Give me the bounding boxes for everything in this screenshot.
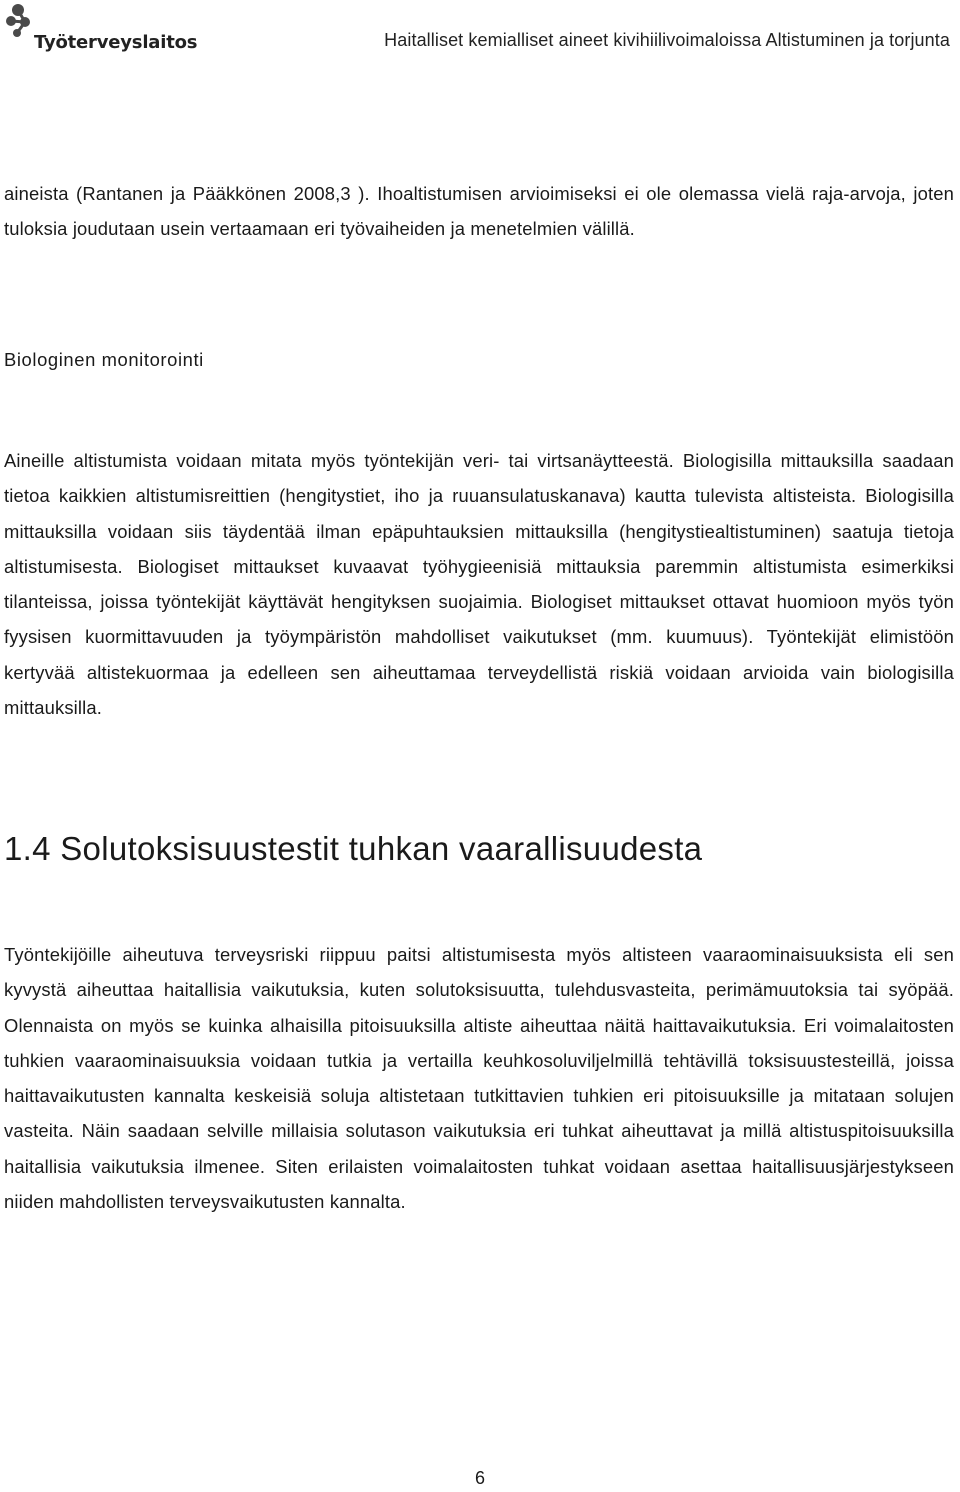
logo — [4, 2, 198, 62]
running-head: Haitalliset kemialliset aineet kivihiilivoimaloissa Altistuminen ja torjunta — [384, 30, 950, 50]
logo-text: Työterveyslaitos — [34, 32, 198, 53]
paragraph-skin-exposure: aineista (Rantanen ja Pääkkönen 2008,3 ). Ihoaltistumisen arvioimiseksi ei ole olemassa vielä raja-arvoja, joten tuloksia joudutaan usein vertaamaan eri työvaiheiden ja menetelmien välillä. — [4, 183, 954, 240]
section-heading: 1.4 Solutoksisuustestit tuhkan vaarallisuudesta — [4, 830, 703, 867]
subheading-biological-monitoring: Biologinen monitorointi — [4, 349, 204, 370]
page-number: 6 — [474, 1468, 485, 1488]
paragraph-biological-monitoring: Aineille altistumista voidaan mitata myös työntekijän veri- tai virtsanäytteestä. Biologisilla mittauksilla saadaan tietoa kaikkien altistumisreittien (hengitystiet, iho ja ruuansulatuskanava) kautta tulevista altisteista. Biologisilla mittauksilla voidaan siis täydentää ilman epäpuhtauksien mittauksilla (hengitystiealtistuminen) saatuja tietoja altistumisesta. Biologiset mittaukset kuvaavat työhygieenisiä mittauksia paremmin altistumista esimerkiksi tilanteissa, joissa työntekijät käyttävät hengityksen suojaimia. Biologiset mittaukset ottavat huomioon myös työn fyysisen kuormittavuuden ja työympäristön mahdolliset vaikutukset (mm. kuumuus). Työntekijät elimistöön kertyvää altistekuormaa ja edelleen sen aiheuttamaa terveydellistä riskiä voidaan arvioida vain biologisilla mittauksilla. — [4, 450, 954, 719]
page-header — [0, 0, 960, 66]
paragraph-toxicity-tests: Työntekijöille aiheutuva terveysriski riippuu paitsi altistumisesta myös altisteen vaaraominaisuuksista eli sen kyvystä aiheuttaa haitallisia vaikutuksia, kuten solutoksisuutta, tulehdusvasteita, perimämuutoksia tai syöpää. Olennaista on myös se kuinka alhaisilla pitoisuuksilla altiste aiheuttaa näitä haittavaikutuksia. Eri voimalaitosten tuhkien vaaraominaisuuksia voidaan tutkia ja vertailla keuhkosoluviljelmillä tehtävillä toksisuustesteillä, joissa haittavaikutusten kannalta keskeisiä soluja altistetaan tutkittavien tuhkien eri pitoisuuksille ja mitataan solujen vasteita. Näin saadaan selville millaisia solutason vaikutuksia eri tuhkat aiheuttavat ja millä altistuspitoisuuksilla haitallisia vaikutuksia ilmenee. Siten erilaisten voimalaitosten tuhkat voidaan asettaa haitallisuusjärjestykseen niiden mahdollisten terveysvaikutusten kannalta. — [4, 944, 954, 1213]
